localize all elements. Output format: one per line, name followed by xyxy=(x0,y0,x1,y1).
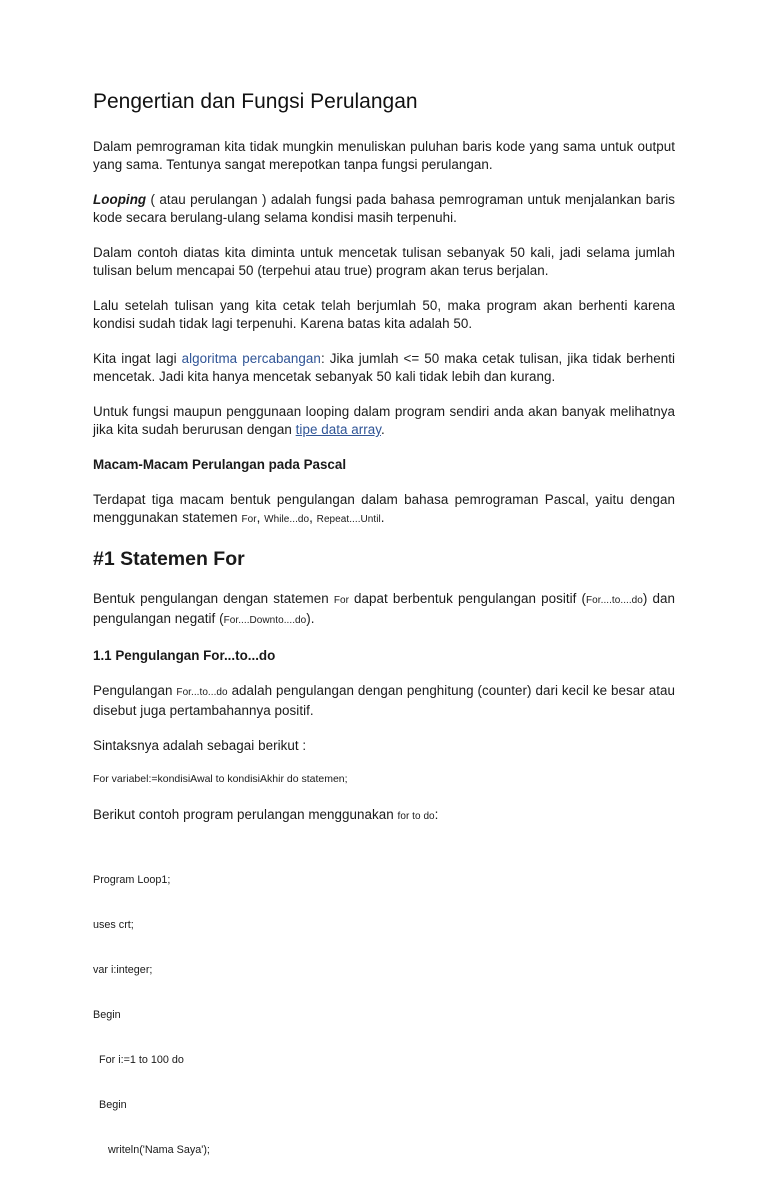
paragraph-example: Dalam contoh diatas kita diminta untuk mencetak tulisan sebanyak 50 kali, jadi selama jumlah tulisan belum mencapai 50 (terpehui atau true) program akan terus berjalan. xyxy=(93,245,675,278)
keyword-while-do: While...do xyxy=(264,514,310,525)
subheading-macam-perulangan: Macam-Macam Perulangan pada Pascal xyxy=(93,457,347,472)
keyword-for-downto-do: For....Downto....do xyxy=(223,615,307,626)
link-algoritma-percabangan[interactable]: algoritma percabangan xyxy=(181,351,321,366)
paragraph-for-to-do: Pengulangan For...to...do adalah pengulangan dengan penghitung (counter) dari kecil ke besar atau disebut juga pertambahannya positif. xyxy=(93,683,675,718)
link-tipe-data-array[interactable]: tipe data array xyxy=(295,422,382,437)
code-block xyxy=(93,843,675,1188)
section-heading-statemen-for: #1 Statemen For xyxy=(93,548,245,570)
keyword-repeat-until: Repeat....Until xyxy=(316,514,381,525)
paragraph-tiga-macam: Terdapat tiga macam bentuk pengulangan dalam bahasa pemrograman Pascal, yaitu dengan menggunakan statemen For, While...do, Repeat....Until. xyxy=(93,492,675,525)
code-line: Begin xyxy=(93,1009,121,1021)
keyword-for-to-do: For...to...do xyxy=(176,687,228,698)
code-line: For i:=1 to 100 do xyxy=(93,1054,184,1066)
keyword-for: For xyxy=(241,514,257,525)
code-line: uses crt; xyxy=(93,919,134,931)
paragraph-contoh-program: Berikut contoh program perulangan menggunakan for to do: xyxy=(93,807,439,822)
subheading-for-to-do: 1.1 Pengulangan For...to...do xyxy=(93,648,276,663)
syntax-line: For variabel:=kondisiAwal to kondisiAkhir do statemen; xyxy=(93,773,348,785)
article-body xyxy=(93,88,675,1188)
code-line: Program Loop1; xyxy=(93,874,171,886)
paragraph-sintaks: Sintaksnya adalah sebagai berikut : xyxy=(93,738,307,753)
paragraph-algoritma: Kita ingat lagi algoritma percabangan: Jika jumlah <= 50 maka cetak tulisan, jika tidak berhenti mencetak. Jadi kita hanya mencetak sebanyak 50 kali tidak lebih dan kurang. xyxy=(93,351,675,384)
keyword-for-to-do: for to do xyxy=(397,811,435,822)
code-line: writeln('Nama Saya'); xyxy=(93,1144,210,1156)
code-line: Begin xyxy=(93,1099,127,1111)
paragraph-stop-condition: Lalu setelah tulisan yang kita cetak telah berjumlah 50, maka program akan berhenti karena kondisi sudah tidak lagi terpenuhi. Karena batas kita adalah 50. xyxy=(93,298,675,331)
keyword-for: For xyxy=(333,595,349,606)
paragraph-intro: Dalam pemrograman kita tidak mungkin menuliskan puluhan baris kode yang sama untuk output yang sama. Tentunya sangat merepotkan tanpa fungsi perulangan. xyxy=(93,139,675,172)
paragraph-bentuk-for: Bentuk pengulangan dengan statemen For dapat berbentuk pengulangan positif (For....to....do) dan pengulangan negatif (For....Downto....do). xyxy=(93,591,675,626)
page-title: Pengertian dan Fungsi Perulangan xyxy=(93,90,418,113)
keyword-for-to-do: For....to....do xyxy=(586,595,643,606)
paragraph-looping-definition: Looping ( atau perulangan ) adalah fungsi pada bahasa pemrograman untuk menjalankan baris kode secara berulang-ulang selama kondisi masih terpenuhi. xyxy=(93,192,675,225)
code-line: var i:integer; xyxy=(93,964,153,976)
paragraph-array: Untuk fungsi maupun penggunaan looping dalam program sendiri anda akan banyak melihatnya jika kita sudah berurusan dengan tipe data array. xyxy=(93,404,675,437)
looping-term: Looping xyxy=(93,192,147,207)
